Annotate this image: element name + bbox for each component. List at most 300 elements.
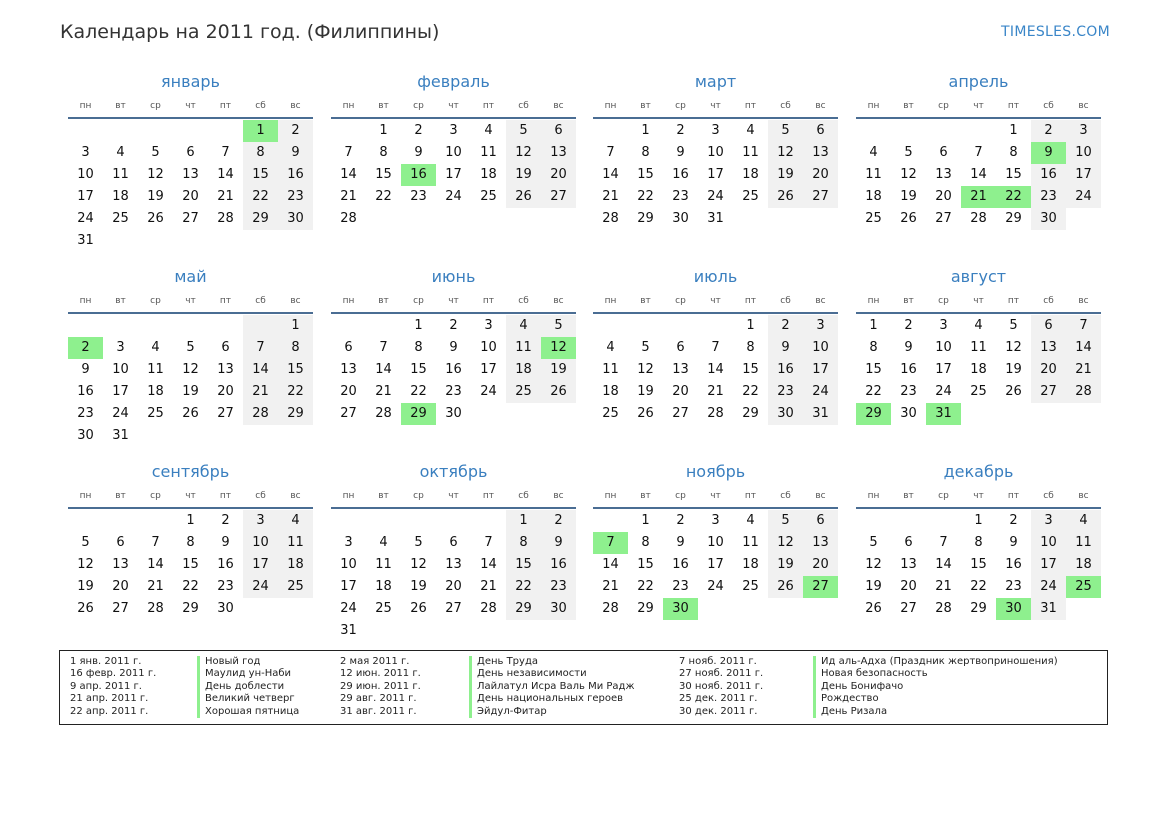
day-cell: 4 — [869, 145, 878, 160]
day-cell: 21 — [217, 189, 234, 204]
legend-holiday-name: День Труда — [477, 656, 538, 667]
weekday-header — [856, 290, 1101, 312]
month-block — [331, 463, 576, 642]
day-cell: 2 — [676, 123, 685, 138]
weekend-day-cell: 10 — [243, 532, 278, 554]
weekend-day-cell: 28 — [243, 403, 278, 425]
weekend-day-cell: 17 — [1031, 554, 1066, 576]
day-cell: 5 — [904, 145, 913, 160]
day-cell: 5 — [81, 535, 90, 550]
day-cell: 20 — [217, 384, 234, 399]
day-cell: 13 — [340, 362, 357, 377]
weekend-day-cell: 30 — [278, 208, 313, 230]
weekday-label: вс — [290, 491, 301, 501]
day-cell: 25 — [602, 406, 619, 421]
day-cell: 23 — [77, 406, 94, 421]
day-cell: 11 — [970, 340, 987, 355]
weekday-label: вс — [1078, 491, 1089, 501]
empty-day-cell — [103, 510, 138, 532]
day-cell: 15 — [865, 362, 882, 377]
day-cell: 22 — [182, 579, 199, 594]
holiday-day-cell: 16 — [401, 164, 436, 186]
weekend-day-cell: 26 — [506, 186, 541, 208]
day-grid — [593, 510, 838, 620]
month-block — [68, 463, 313, 620]
day-cell: 29 — [742, 406, 759, 421]
day-cell: 1 — [379, 123, 388, 138]
day-cell: 13 — [672, 362, 689, 377]
empty-day-cell — [401, 510, 436, 532]
day-cell: 10 — [112, 362, 129, 377]
weekend-day-cell: 22 — [278, 381, 313, 403]
day-cell: 5 — [869, 535, 878, 550]
legend-holiday-name: Маулид ун-Наби — [205, 668, 292, 680]
day-cell: 4 — [606, 340, 615, 355]
weekday-label: пн — [342, 296, 355, 306]
day-cell: 14 — [602, 167, 619, 182]
day-cell: 18 — [480, 167, 497, 182]
weekend-day-cell: 13 — [803, 142, 838, 164]
header-divider — [331, 312, 576, 314]
day-grid — [331, 510, 576, 642]
day-cell: 4 — [379, 535, 388, 550]
empty-day-cell — [331, 315, 366, 337]
empty-day-cell — [961, 120, 996, 142]
day-cell: 15 — [637, 557, 654, 572]
weekend-day-cell: 6 — [803, 510, 838, 532]
weekend-day-cell: 25 — [278, 576, 313, 598]
weekday-label: чт — [185, 491, 196, 501]
weekday-label: сб — [1043, 101, 1054, 111]
weekday-header — [593, 290, 838, 312]
weekend-day-cell: 16 — [768, 359, 803, 381]
legend-holiday-name: День доблести — [205, 680, 285, 692]
weekday-label: пн — [79, 296, 92, 306]
day-cell: 19 — [900, 189, 917, 204]
weekend-day-cell: 2 — [541, 510, 576, 532]
empty-day-cell — [471, 510, 506, 532]
empty-day-cell — [173, 120, 208, 142]
day-cell: 7 — [939, 535, 948, 550]
weekend-day-cell: 12 — [768, 532, 803, 554]
legend-holiday-name: Новая безопасность — [821, 668, 928, 680]
day-cell: 17 — [707, 557, 724, 572]
month-title: сентябрь — [151, 462, 230, 481]
weekday-label: сб — [1043, 491, 1054, 501]
day-cell: 23 — [445, 384, 462, 399]
day-cell: 30 — [217, 601, 234, 616]
empty-day-cell — [891, 510, 926, 532]
day-cell: 2 — [414, 123, 423, 138]
legend-names-col-3 — [813, 656, 1058, 718]
day-cell: 15 — [970, 557, 987, 572]
header-divider — [856, 117, 1101, 119]
weekday-label: пт — [482, 491, 495, 501]
day-cell: 6 — [676, 340, 685, 355]
day-cell: 23 — [1005, 579, 1022, 594]
day-cell: 4 — [746, 123, 755, 138]
legend-date: 31 авг. 2011 г. — [340, 705, 417, 717]
weekday-label: сб — [518, 491, 529, 501]
weekday-label: вт — [378, 296, 389, 306]
legend-holiday-name: Лайлатул Исра Валь Ми Радж — [477, 680, 635, 692]
weekday-label: ср — [413, 296, 424, 306]
day-cell: 4 — [151, 340, 160, 355]
weekend-day-cell: 2 — [1031, 120, 1066, 142]
empty-day-cell — [698, 315, 733, 337]
day-cell: 31 — [112, 428, 129, 443]
header-divider — [593, 117, 838, 119]
day-cell: 16 — [672, 557, 689, 572]
weekend-day-cell: 12 — [768, 142, 803, 164]
day-cell: 3 — [711, 513, 720, 528]
empty-day-cell — [926, 510, 961, 532]
weekend-day-cell: 13 — [1031, 337, 1066, 359]
holiday-day-cell: 2 — [68, 337, 103, 359]
day-cell: 5 — [151, 145, 160, 160]
day-cell: 29 — [637, 601, 654, 616]
day-cell: 16 — [900, 362, 917, 377]
month-title: декабрь — [943, 462, 1014, 481]
day-cell: 16 — [77, 384, 94, 399]
legend-date: 1 янв. 2011 г. — [70, 656, 142, 667]
day-cell: 18 — [112, 189, 129, 204]
day-cell: 7 — [379, 340, 388, 355]
holiday-day-cell: 29 — [856, 403, 891, 425]
weekday-label: чт — [185, 101, 196, 111]
day-cell: 25 — [147, 406, 164, 421]
header-divider — [856, 312, 1101, 314]
header-divider — [593, 507, 838, 509]
empty-day-cell — [593, 315, 628, 337]
day-cell: 20 — [672, 384, 689, 399]
day-cell: 8 — [746, 340, 755, 355]
month-block — [856, 268, 1101, 425]
empty-day-cell — [138, 510, 173, 532]
month-title: март — [694, 72, 737, 91]
weekday-label: сб — [780, 101, 791, 111]
legend-holiday-name: День Ризала — [821, 705, 888, 717]
weekend-day-cell: 26 — [541, 381, 576, 403]
legend-date: 21 апр. 2011 г. — [70, 693, 149, 705]
day-cell: 24 — [112, 406, 129, 421]
day-cell: 30 — [445, 406, 462, 421]
weekday-label: чт — [973, 491, 984, 501]
weekend-day-cell: 10 — [1031, 532, 1066, 554]
weekday-header — [856, 485, 1101, 507]
weekday-label: пн — [79, 101, 92, 111]
day-cell: 12 — [637, 362, 654, 377]
weekday-label: вт — [903, 296, 914, 306]
weekend-day-cell: 23 — [1031, 186, 1066, 208]
day-cell: 26 — [900, 211, 917, 226]
weekend-day-cell: 27 — [1031, 381, 1066, 403]
weekday-label: пн — [342, 101, 355, 111]
month-block — [331, 73, 576, 230]
weekend-day-cell: 20 — [803, 554, 838, 576]
weekday-label: пт — [219, 296, 232, 306]
holiday-day-cell: 29 — [401, 403, 436, 425]
day-cell: 29 — [1005, 211, 1022, 226]
weekday-label: чт — [448, 296, 459, 306]
day-cell: 28 — [602, 211, 619, 226]
weekday-label: сб — [255, 491, 266, 501]
day-cell: 3 — [449, 123, 458, 138]
day-cell: 30 — [900, 406, 917, 421]
weekday-label: пн — [867, 296, 880, 306]
day-cell: 1 — [641, 123, 650, 138]
day-cell: 10 — [707, 145, 724, 160]
weekday-label: вт — [378, 101, 389, 111]
day-cell: 8 — [186, 535, 195, 550]
day-cell: 17 — [935, 362, 952, 377]
day-cell: 28 — [217, 211, 234, 226]
day-cell: 14 — [217, 167, 234, 182]
day-cell: 11 — [147, 362, 164, 377]
weekday-label: вс — [1078, 296, 1089, 306]
day-cell: 20 — [340, 384, 357, 399]
weekend-day-cell: 11 — [278, 532, 313, 554]
day-cell: 29 — [637, 211, 654, 226]
day-cell: 26 — [77, 601, 94, 616]
weekend-day-cell: 23 — [278, 186, 313, 208]
day-cell: 25 — [865, 211, 882, 226]
day-cell: 18 — [970, 362, 987, 377]
legend-date: 25 дек. 2011 г. — [679, 693, 758, 705]
day-cell: 16 — [217, 557, 234, 572]
day-cell: 26 — [865, 601, 882, 616]
weekday-label: вс — [815, 101, 826, 111]
weekday-label: вт — [640, 296, 651, 306]
day-cell: 10 — [340, 557, 357, 572]
empty-day-cell — [103, 315, 138, 337]
weekday-header — [331, 485, 576, 507]
month-block — [593, 73, 838, 230]
empty-day-cell — [891, 120, 926, 142]
legend-dates-col-2 — [340, 656, 421, 718]
legend-date: 7 нояб. 2011 г. — [679, 656, 757, 667]
legend-date: 29 авг. 2011 г. — [340, 693, 417, 705]
weekday-label: вт — [378, 491, 389, 501]
day-cell: 14 — [935, 557, 952, 572]
empty-day-cell — [243, 315, 278, 337]
empty-day-cell — [208, 120, 243, 142]
empty-day-cell — [593, 120, 628, 142]
weekend-day-cell: 11 — [1066, 532, 1101, 554]
day-cell: 11 — [480, 145, 497, 160]
holiday-day-cell: 30 — [996, 598, 1031, 620]
legend-holiday-name: Великий четверг — [205, 693, 295, 705]
day-cell: 12 — [1005, 340, 1022, 355]
day-cell: 8 — [641, 145, 650, 160]
weekday-label: чт — [710, 101, 721, 111]
month-title: май — [174, 267, 207, 286]
holiday-day-cell: 1 — [243, 120, 278, 142]
month-title: ноябрь — [685, 462, 746, 481]
weekend-day-cell: 10 — [803, 337, 838, 359]
day-cell: 5 — [641, 340, 650, 355]
weekday-label: чт — [448, 491, 459, 501]
day-cell: 24 — [707, 189, 724, 204]
day-cell: 27 — [672, 406, 689, 421]
weekday-header — [856, 95, 1101, 117]
day-cell: 22 — [742, 384, 759, 399]
weekday-header — [331, 290, 576, 312]
holiday-day-cell: 7 — [593, 532, 628, 554]
day-cell: 14 — [602, 557, 619, 572]
weekday-label: пт — [744, 296, 757, 306]
month-title: апрель — [948, 72, 1009, 91]
day-cell: 22 — [410, 384, 427, 399]
weekend-day-cell: 1 — [278, 315, 313, 337]
weekday-label: пн — [604, 296, 617, 306]
weekday-label: ср — [938, 296, 949, 306]
day-cell: 10 — [445, 145, 462, 160]
holiday-day-cell: 30 — [663, 598, 698, 620]
weekday-header — [68, 290, 313, 312]
day-cell: 15 — [637, 167, 654, 182]
day-grid — [68, 510, 313, 620]
day-cell: 3 — [484, 318, 493, 333]
day-cell: 18 — [375, 579, 392, 594]
weekend-day-cell: 15 — [278, 359, 313, 381]
day-cell: 17 — [340, 579, 357, 594]
day-cell: 14 — [147, 557, 164, 572]
day-cell: 28 — [340, 211, 357, 226]
weekend-day-cell: 24 — [1066, 186, 1101, 208]
day-cell: 22 — [637, 579, 654, 594]
weekend-day-cell: 6 — [541, 120, 576, 142]
weekend-day-cell: 5 — [768, 510, 803, 532]
day-cell: 8 — [869, 340, 878, 355]
day-cell: 28 — [375, 406, 392, 421]
day-cell: 27 — [340, 406, 357, 421]
day-cell: 14 — [375, 362, 392, 377]
month-block — [856, 73, 1101, 230]
day-cell: 30 — [77, 428, 94, 443]
weekday-label: пт — [482, 296, 495, 306]
day-cell: 28 — [935, 601, 952, 616]
day-cell: 24 — [935, 384, 952, 399]
day-cell: 28 — [147, 601, 164, 616]
day-cell: 24 — [340, 601, 357, 616]
weekend-day-cell: 31 — [1031, 598, 1066, 620]
brand-link[interactable]: TIMESLES.COM — [1001, 24, 1110, 40]
weekend-day-cell: 13 — [541, 142, 576, 164]
day-cell: 11 — [742, 145, 759, 160]
legend-holiday-name: Хорошая пятница — [205, 705, 300, 717]
day-cell: 25 — [742, 579, 759, 594]
weekend-day-cell: 14 — [243, 359, 278, 381]
empty-day-cell — [331, 510, 366, 532]
weekday-header — [593, 95, 838, 117]
day-cell: 5 — [414, 535, 423, 550]
day-cell: 12 — [900, 167, 917, 182]
holiday-day-cell: 9 — [1031, 142, 1066, 164]
day-cell: 22 — [637, 189, 654, 204]
header-divider — [331, 117, 576, 119]
weekday-header — [68, 95, 313, 117]
weekend-day-cell: 18 — [1066, 554, 1101, 576]
weekend-day-cell: 26 — [768, 186, 803, 208]
day-cell: 1 — [1009, 123, 1018, 138]
day-cell: 6 — [186, 145, 195, 160]
empty-day-cell — [856, 120, 891, 142]
day-cell: 26 — [1005, 384, 1022, 399]
legend-date: 16 февр. 2011 г. — [70, 668, 157, 680]
day-cell: 8 — [641, 535, 650, 550]
day-cell: 10 — [480, 340, 497, 355]
day-grid — [593, 120, 838, 230]
weekend-day-cell: 4 — [1066, 510, 1101, 532]
day-cell: 21 — [375, 384, 392, 399]
day-cell: 7 — [711, 340, 720, 355]
legend-dates-col-1 — [70, 656, 156, 718]
month-block — [68, 73, 313, 252]
empty-day-cell — [628, 315, 663, 337]
weekend-day-cell: 20 — [803, 164, 838, 186]
holiday-day-cell: 22 — [996, 186, 1031, 208]
day-cell: 16 — [445, 362, 462, 377]
empty-day-cell — [103, 120, 138, 142]
day-cell: 5 — [186, 340, 195, 355]
weekend-day-cell: 3 — [803, 315, 838, 337]
weekday-label: пт — [482, 101, 495, 111]
month-block — [856, 463, 1101, 620]
weekday-label: ср — [938, 491, 949, 501]
holiday-day-cell: 21 — [961, 186, 996, 208]
day-cell: 1 — [746, 318, 755, 333]
weekday-label: сб — [518, 296, 529, 306]
weekend-day-cell: 28 — [1066, 381, 1101, 403]
day-cell: 11 — [602, 362, 619, 377]
weekday-label: ср — [675, 491, 686, 501]
day-cell: 9 — [904, 340, 913, 355]
weekday-label: пн — [79, 491, 92, 501]
weekday-label: чт — [973, 101, 984, 111]
weekday-label: вс — [553, 101, 564, 111]
legend-holiday-name: День независимости — [477, 668, 587, 680]
legend-date: 22 апр. 2011 г. — [70, 705, 149, 717]
day-cell: 3 — [711, 123, 720, 138]
weekday-header — [331, 95, 576, 117]
day-cell: 11 — [742, 535, 759, 550]
day-cell: 1 — [869, 318, 878, 333]
weekend-day-cell: 7 — [1066, 315, 1101, 337]
weekday-label: пн — [867, 101, 880, 111]
header-divider — [68, 117, 313, 119]
day-cell: 27 — [935, 211, 952, 226]
day-cell: 19 — [182, 384, 199, 399]
weekday-label: чт — [710, 296, 721, 306]
legend-dates-col-3 — [679, 656, 763, 718]
holiday-day-cell: 12 — [541, 337, 576, 359]
legend-date: 2 мая 2011 г. — [340, 656, 410, 667]
header-divider — [68, 507, 313, 509]
day-cell: 9 — [81, 362, 90, 377]
day-cell: 11 — [375, 557, 392, 572]
weekend-day-cell: 17 — [803, 359, 838, 381]
empty-day-cell — [663, 315, 698, 337]
weekday-label: чт — [710, 491, 721, 501]
day-grid — [856, 315, 1101, 425]
day-cell: 30 — [672, 211, 689, 226]
day-cell: 2 — [221, 513, 230, 528]
weekday-label: пн — [604, 491, 617, 501]
day-cell: 2 — [676, 513, 685, 528]
weekend-day-cell: 30 — [768, 403, 803, 425]
weekend-day-cell: 24 — [1031, 576, 1066, 598]
